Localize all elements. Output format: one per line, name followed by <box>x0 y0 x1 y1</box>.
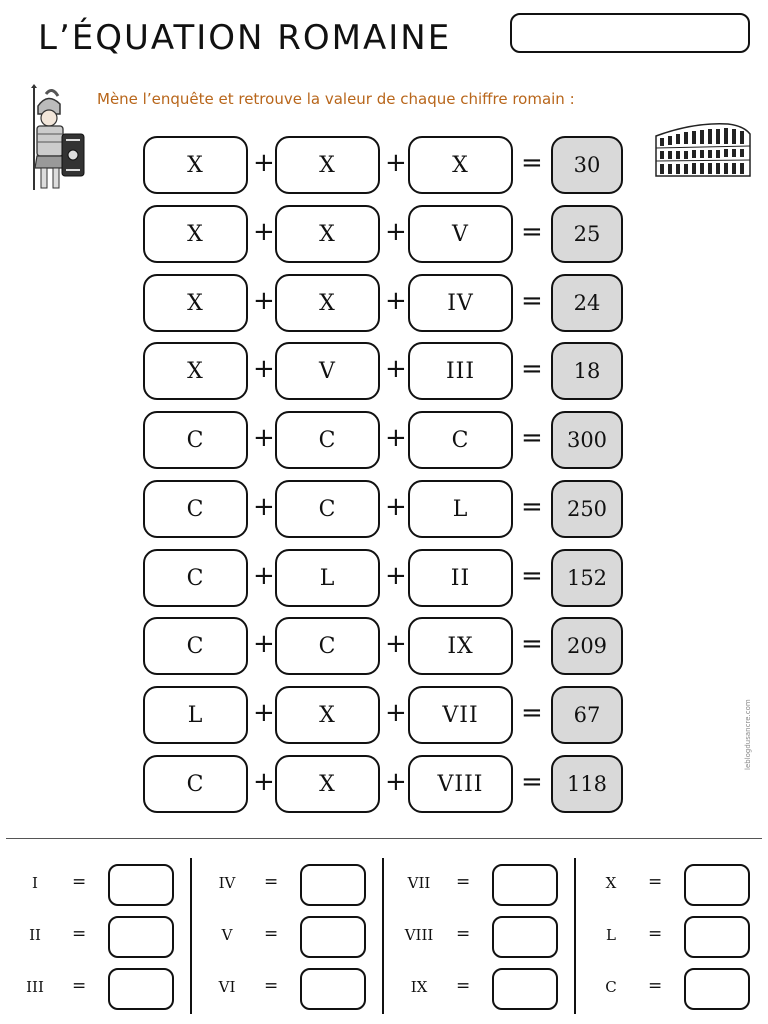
result-box: 250 <box>551 480 623 538</box>
roman-numeral-box: IV <box>408 274 513 332</box>
equals-sign: = <box>648 924 663 944</box>
equals-sign: = <box>521 286 543 316</box>
answer-key-row <box>0 968 192 1012</box>
plus-sign: + <box>253 423 275 453</box>
roman-numeral-box: X <box>275 686 380 744</box>
roman-numeral-label: VI <box>218 978 236 996</box>
equals-sign: = <box>264 872 279 892</box>
answer-key-row <box>384 864 576 908</box>
roman-numeral-box: IX <box>408 617 513 675</box>
equals-sign: = <box>648 976 663 996</box>
equals-sign: = <box>456 872 471 892</box>
roman-numeral-label: VIII <box>404 926 434 944</box>
roman-numeral-label: C <box>605 978 617 996</box>
equals-sign: = <box>264 924 279 944</box>
answer-input-box[interactable] <box>492 968 558 1010</box>
answer-input-box[interactable] <box>300 968 366 1010</box>
plus-sign: + <box>253 286 275 316</box>
equals-sign: = <box>264 976 279 996</box>
equals-sign: = <box>521 629 543 659</box>
column-separator <box>382 858 384 1014</box>
roman-numeral-box: II <box>408 549 513 607</box>
roman-numeral-box: C <box>143 617 248 675</box>
answer-input-box[interactable] <box>492 864 558 906</box>
roman-numeral-label: IV <box>218 874 236 892</box>
answer-key-column <box>192 858 384 1014</box>
roman-numeral-box: X <box>143 274 248 332</box>
roman-numeral-box: III <box>408 342 513 400</box>
roman-numeral-box: C <box>408 411 513 469</box>
plus-sign: + <box>253 629 275 659</box>
equals-sign: = <box>456 924 471 944</box>
plus-sign: + <box>385 492 407 522</box>
result-box: 18 <box>551 342 623 400</box>
equation-row <box>143 342 625 402</box>
answer-input-box[interactable] <box>300 864 366 906</box>
roman-numeral-box: X <box>275 205 380 263</box>
plus-sign: + <box>385 698 407 728</box>
equals-sign: = <box>521 217 543 247</box>
answer-key-row <box>384 916 576 960</box>
equals-sign: = <box>456 976 471 996</box>
roman-numeral-box: X <box>275 274 380 332</box>
result-box: 30 <box>551 136 623 194</box>
equation-row <box>143 617 625 677</box>
equation-row <box>143 755 625 815</box>
result-box: 67 <box>551 686 623 744</box>
colosseum-icon <box>654 118 752 180</box>
roman-numeral-label: III <box>26 978 44 996</box>
plus-sign: + <box>385 148 407 178</box>
roman-numeral-box: C <box>275 480 380 538</box>
divider <box>6 838 762 839</box>
result-box: 300 <box>551 411 623 469</box>
plus-sign: + <box>253 217 275 247</box>
equals-sign: = <box>521 354 543 384</box>
plus-sign: + <box>385 423 407 453</box>
roman-numeral-box: V <box>275 342 380 400</box>
answer-input-box[interactable] <box>684 864 750 906</box>
answer-key-row <box>0 864 192 908</box>
plus-sign: + <box>253 767 275 797</box>
equation-row <box>143 549 625 609</box>
roman-numeral-box: L <box>143 686 248 744</box>
equals-sign: = <box>521 767 543 797</box>
roman-numeral-box: C <box>143 411 248 469</box>
answer-key-column <box>0 858 192 1014</box>
answer-key-row <box>576 864 768 908</box>
roman-numeral-box: X <box>275 136 380 194</box>
equals-sign: = <box>521 423 543 453</box>
roman-numeral-box: L <box>408 480 513 538</box>
plus-sign: + <box>253 354 275 384</box>
roman-numeral-label: V <box>221 926 233 944</box>
plus-sign: + <box>253 148 275 178</box>
answer-key-row <box>384 968 576 1012</box>
answer-input-box[interactable] <box>108 916 174 958</box>
roman-numeral-box: C <box>275 617 380 675</box>
roman-numeral-box: C <box>275 411 380 469</box>
equals-sign: = <box>521 148 543 178</box>
plus-sign: + <box>385 561 407 591</box>
column-separator <box>190 858 192 1014</box>
result-box: 24 <box>551 274 623 332</box>
roman-numeral-label: IX <box>410 978 428 996</box>
answer-key-row <box>192 864 384 908</box>
roman-numeral-box: VIII <box>408 755 513 813</box>
roman-numeral-box: X <box>143 205 248 263</box>
answer-input-box[interactable] <box>108 864 174 906</box>
roman-numeral-box: X <box>143 342 248 400</box>
equation-row <box>143 480 625 540</box>
equals-sign: = <box>648 872 663 892</box>
roman-numeral-box: V <box>408 205 513 263</box>
roman-numeral-box: C <box>143 549 248 607</box>
credit-text: leblogdusancre.com <box>744 699 752 770</box>
answer-input-box[interactable] <box>684 916 750 958</box>
equals-sign: = <box>72 976 87 996</box>
answer-input-box[interactable] <box>300 916 366 958</box>
plus-sign: + <box>253 561 275 591</box>
roman-numeral-label: II <box>29 926 41 944</box>
instruction-text: Mène l’enquête et retrouve la valeur de chaque chiffre romain : <box>97 90 575 108</box>
answer-key-row <box>192 916 384 960</box>
equation-row <box>143 205 625 265</box>
roman-numeral-label: L <box>606 926 616 944</box>
result-box: 25 <box>551 205 623 263</box>
equals-sign: = <box>521 492 543 522</box>
plus-sign: + <box>385 767 407 797</box>
equation-row <box>143 136 625 196</box>
roman-soldier-icon <box>22 84 88 194</box>
plus-sign: + <box>253 492 275 522</box>
roman-numeral-box: C <box>143 480 248 538</box>
result-box: 152 <box>551 549 623 607</box>
name-field[interactable] <box>510 13 750 53</box>
roman-numeral-label: I <box>32 874 38 892</box>
column-separator <box>574 858 576 1014</box>
roman-numeral-box: X <box>275 755 380 813</box>
equation-row <box>143 686 625 746</box>
answer-key-row <box>576 968 768 1012</box>
equation-row <box>143 274 625 334</box>
answer-key-column <box>384 858 576 1014</box>
roman-numeral-box: VII <box>408 686 513 744</box>
plus-sign: + <box>385 354 407 384</box>
equation-row <box>143 411 625 471</box>
roman-numeral-box: X <box>408 136 513 194</box>
answer-key-row <box>0 916 192 960</box>
roman-numeral-label: X <box>605 874 617 892</box>
answer-key-row <box>192 968 384 1012</box>
plus-sign: + <box>385 217 407 247</box>
answer-input-box[interactable] <box>108 968 174 1010</box>
roman-numeral-box: C <box>143 755 248 813</box>
equals-sign: = <box>521 698 543 728</box>
equals-sign: = <box>521 561 543 591</box>
plus-sign: + <box>253 698 275 728</box>
answer-key-row <box>576 916 768 960</box>
answer-input-box[interactable] <box>492 916 558 958</box>
roman-numeral-box: X <box>143 136 248 194</box>
equals-sign: = <box>72 924 87 944</box>
plus-sign: + <box>385 629 407 659</box>
result-box: 209 <box>551 617 623 675</box>
answer-key-column <box>576 858 768 1014</box>
result-box: 118 <box>551 755 623 813</box>
roman-numeral-label: VII <box>407 874 431 892</box>
page-title: L’ÉQUATION ROMAINE <box>38 18 452 58</box>
plus-sign: + <box>385 286 407 316</box>
roman-numeral-box: L <box>275 549 380 607</box>
answer-input-box[interactable] <box>684 968 750 1010</box>
equals-sign: = <box>72 872 87 892</box>
